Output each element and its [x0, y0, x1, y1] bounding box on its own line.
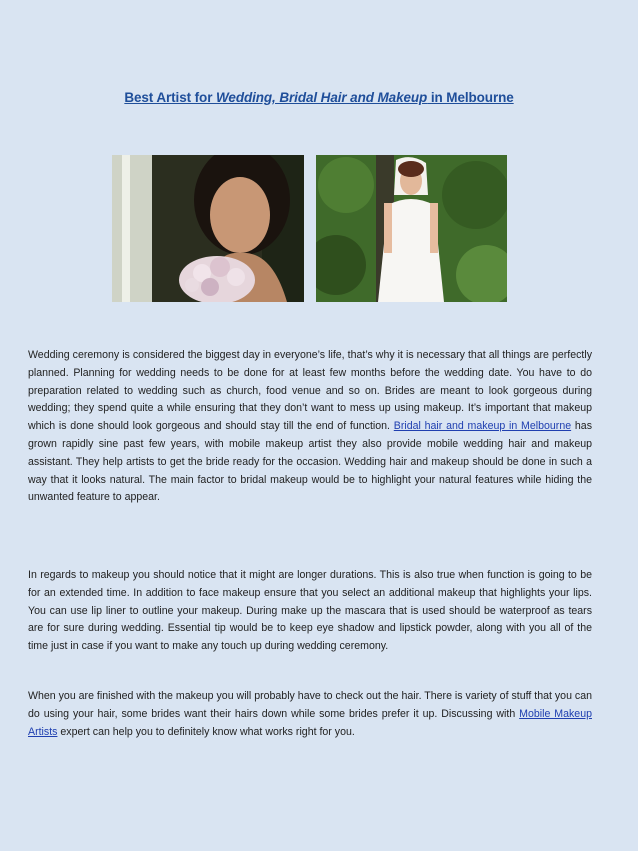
bride-bouquet-photo — [112, 155, 304, 302]
mobile-makeup-artists-link[interactable]: Mobile Makeup Artists — [28, 707, 592, 738]
title-suffix: in Melbourne — [427, 90, 514, 105]
paragraph-hair-text-1: When you are finished with the makeup you will probably have to check out the hair. There is variety of stuff that you can do using your hair, some brides want their hairs down while some brides prefer it up. Discussing with — [28, 690, 592, 720]
paragraph-intro-text-1: Wedding ceremony is considered the biggest day in everyone’s life, that’s why it is necessary that all things are perfectly planned. Planning for wedding needs to be done for at least few months before the wedding date. You have to do preparation related to wedding such as church, food venue and so on. Brides are meant to look gorgeous during wedding; they spend quite a while ensuring that they don’t want to mess up using makeup. It’s important that makeup which is done should look gorgeous and should stay till the end of function. — [28, 349, 592, 433]
bride-garden-photo — [316, 155, 507, 302]
title-emphasis: Wedding, Bridal Hair and Makeup — [216, 90, 428, 105]
paragraph-hair-text-2: expert can help you to definitely know what works right for you. — [57, 725, 355, 738]
bridal-hair-makeup-link[interactable]: Bridal hair and makeup in Melbourne — [393, 420, 572, 433]
paragraph-intro — [28, 347, 592, 507]
paragraph-hair — [28, 688, 592, 741]
paragraph-intro-text-2: has grown rapidly sine past few years, with mobile makeup artist they also provide mobile wedding hair and makeup assistant. They help artists to get the bride ready for the occasion. Wedding hair and makeup should be done in such a way that it looks natural. The main factor to bridal makeup would be to highlight your natural features while hiding the unwanted feature to appear. — [28, 420, 592, 504]
page-title[interactable] — [0, 90, 638, 105]
title-prefix: Best Artist for — [124, 90, 217, 105]
paragraph-makeup: In regards to makeup you should notice that it might are longer durations. This is also true when function is going to be for an extended time. In addition to face makeup ensure that you select an additional makeup that highlights your lips. You can use lip liner to outline your makeup. During make up the mascara that is used should be waterproof as tears are for sure during wedding. Essential tip would be to keep eye shadow and lipstick powder, along with you all of the time just in case if you want to make any touch up during wedding ceremony. — [28, 569, 592, 653]
